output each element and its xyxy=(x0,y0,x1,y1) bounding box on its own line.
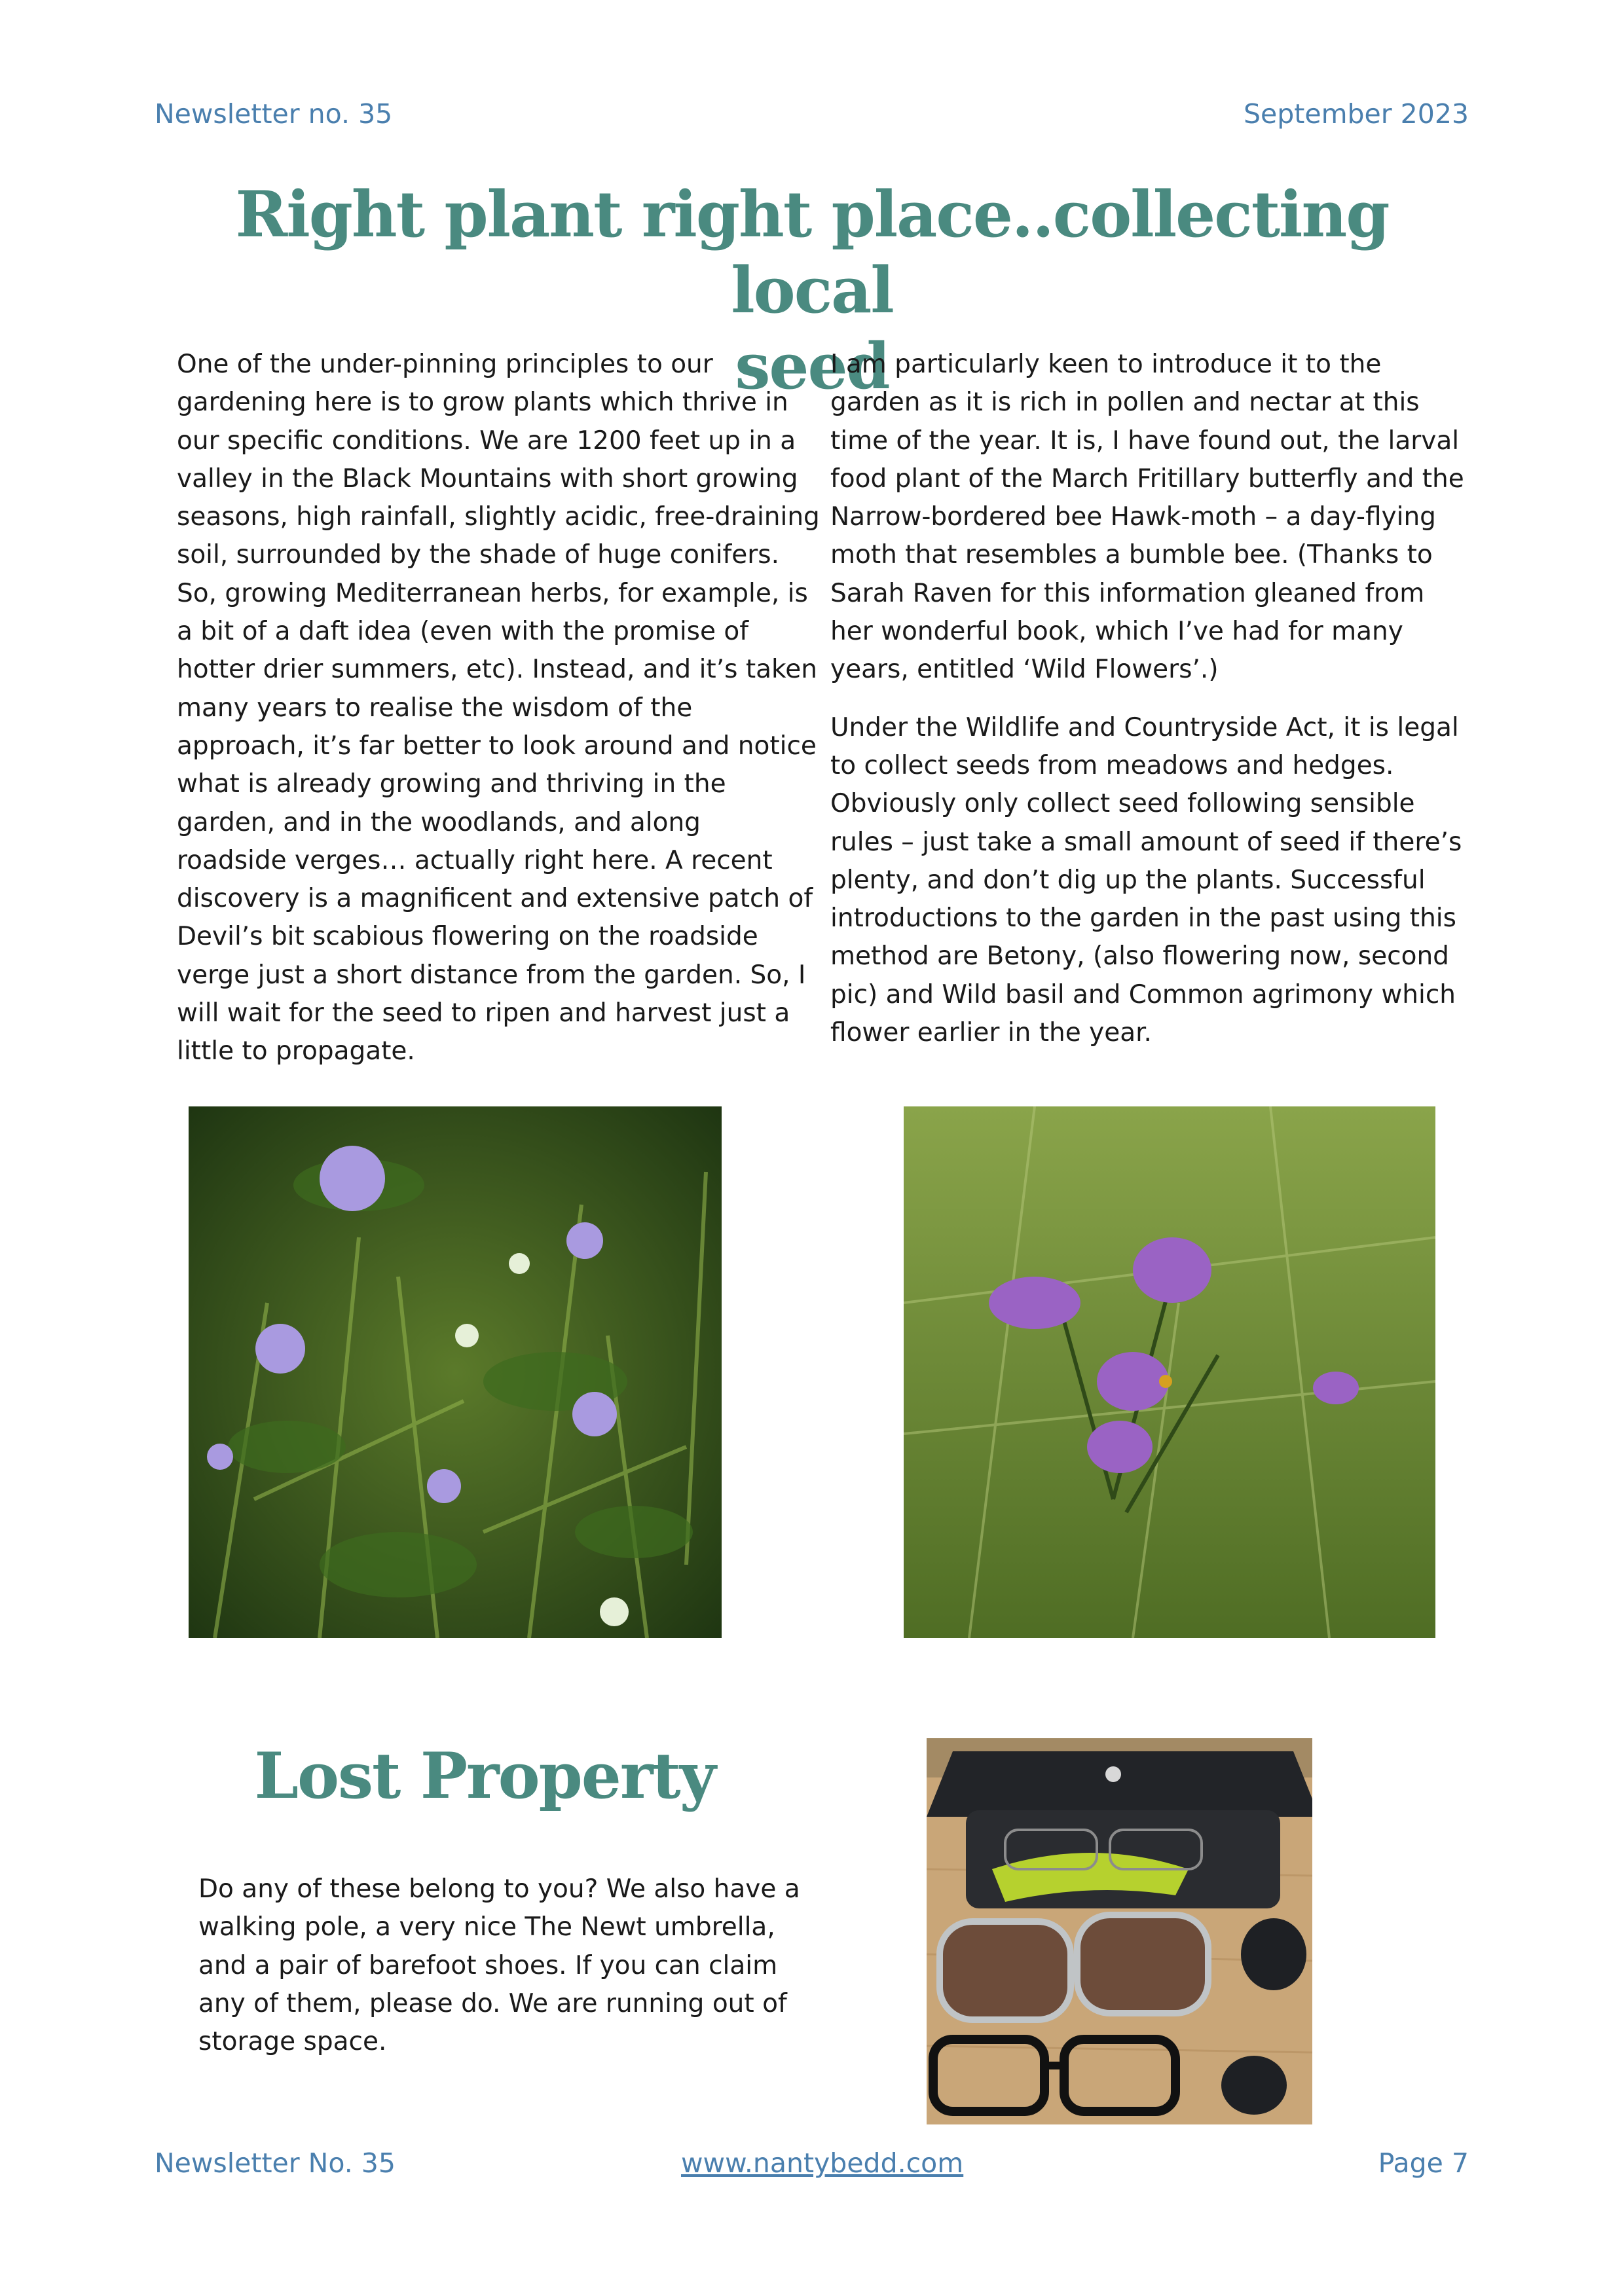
text-line: soil, surrounded by the shade of huge conifers. xyxy=(177,540,780,570)
text-line: valley in the Black Mountains with short growing xyxy=(177,464,798,494)
text-line: Narrow-bordered bee Hawk-moth – a day-flying xyxy=(830,502,1436,532)
text-line: One of the under-pinning principles to our xyxy=(177,350,713,379)
text-line: to collect seeds from meadows and hedges. xyxy=(830,750,1394,780)
footer-page-number: Page 7 xyxy=(1378,2147,1469,2179)
text-line: any of them, please do. We are running out of xyxy=(198,1988,787,2018)
text-line: walking pole, a very nice The Newt umbrella, xyxy=(198,1912,775,1942)
text-line: time of the year. It is, I have found out, the larval xyxy=(830,426,1460,456)
scabious-flowers-photo xyxy=(189,1106,722,1638)
footer-website-link[interactable]: www.nantybedd.com xyxy=(681,2147,964,2179)
text-line: our specific conditions. We are 1200 feet up in a xyxy=(177,426,796,456)
text-line: years, entitled ‘Wild Flowers’.) xyxy=(830,655,1219,685)
header-date: September 2023 xyxy=(1244,98,1469,130)
text-line: Under the Wildlife and Countryside Act, it is legal xyxy=(830,712,1459,742)
text-line: Devil’s bit scabious flowering on the roadside xyxy=(177,922,758,952)
text-line: Obviously only collect seed following sensible xyxy=(830,789,1415,819)
text-line: method are Betony, (also flowering now, second xyxy=(830,941,1449,972)
article-left-paragraph xyxy=(177,346,819,1071)
text-line: little to propagate. xyxy=(177,1036,415,1066)
text-line: I am particularly keen to introduce it to the xyxy=(830,350,1382,379)
lost-property-text xyxy=(198,1870,827,2061)
text-line: verge just a short distance from the garden. So, I xyxy=(177,960,806,990)
article-right-paragraph-1 xyxy=(830,346,1472,689)
lost-property-paragraph xyxy=(198,1870,827,2061)
text-line: Do any of these belong to you? We also have a xyxy=(198,1874,800,1904)
text-line: her wonderful book, which I’ve had for many xyxy=(830,617,1403,647)
text-line: seasons, high rainfall, slightly acidic, free-draining xyxy=(177,502,820,532)
text-line: hotter drier summers, etc). Instead, and it’s taken xyxy=(177,655,817,685)
text-line: will wait for the seed to ripen and harvest just a xyxy=(177,998,790,1029)
text-line: flower earlier in the year. xyxy=(830,1018,1152,1048)
text-line: discovery is a magnificent and extensive patch of xyxy=(177,884,813,914)
text-line: garden, and in the woodlands, and along xyxy=(177,807,701,837)
lost-property-title: Lost Property xyxy=(254,1739,715,1813)
text-line: gardening here is to grow plants which thrive in xyxy=(177,388,788,418)
lost-glasses-photo xyxy=(927,1738,1312,2124)
text-line: storage space. xyxy=(198,2027,387,2057)
article-right-column xyxy=(830,346,1472,1052)
footer-website[interactable] xyxy=(681,2147,963,2179)
text-line: So, growing Mediterranean herbs, for example, is xyxy=(177,578,808,608)
text-line: roadside verges… actually right here. A recent xyxy=(177,845,773,875)
article-left-column xyxy=(177,346,819,1071)
text-line: what is already growing and thriving in the xyxy=(177,769,726,799)
text-line: rules – just take a small amount of seed if there’s xyxy=(830,827,1462,857)
text-line: garden as it is rich in pollen and nectar at this xyxy=(830,388,1420,418)
header-newsletter-number: Newsletter no. 35 xyxy=(155,98,393,130)
article-title-line-2: seed xyxy=(735,329,889,403)
text-line: moth that resembles a bumble bee. (Thanks to xyxy=(830,540,1433,570)
text-line: and a pair of barefoot shoes. If you can claim xyxy=(198,1950,778,1980)
text-line: plenty, and don’t dig up the plants. Successful xyxy=(830,865,1426,895)
text-line: introductions to the garden in the past using this xyxy=(830,903,1456,934)
text-line: a bit of a daft idea (even with the promise of xyxy=(177,617,748,647)
text-line: pic) and Wild basil and Common agrimony which xyxy=(830,979,1456,1010)
footer-newsletter-number: Newsletter No. 35 xyxy=(155,2147,396,2179)
article-title-line-1: Right plant right place..collecting local xyxy=(235,177,1389,327)
text-line: food plant of the March Fritillary butterfly and the xyxy=(830,464,1464,494)
article-right-paragraph-2 xyxy=(830,709,1472,1053)
text-line: Sarah Raven for this information gleaned from xyxy=(830,578,1425,608)
text-line: many years to realise the wisdom of the xyxy=(177,693,693,723)
text-line: approach, it’s far better to look around and notice xyxy=(177,731,817,761)
betony-flowers-photo xyxy=(904,1106,1435,1638)
